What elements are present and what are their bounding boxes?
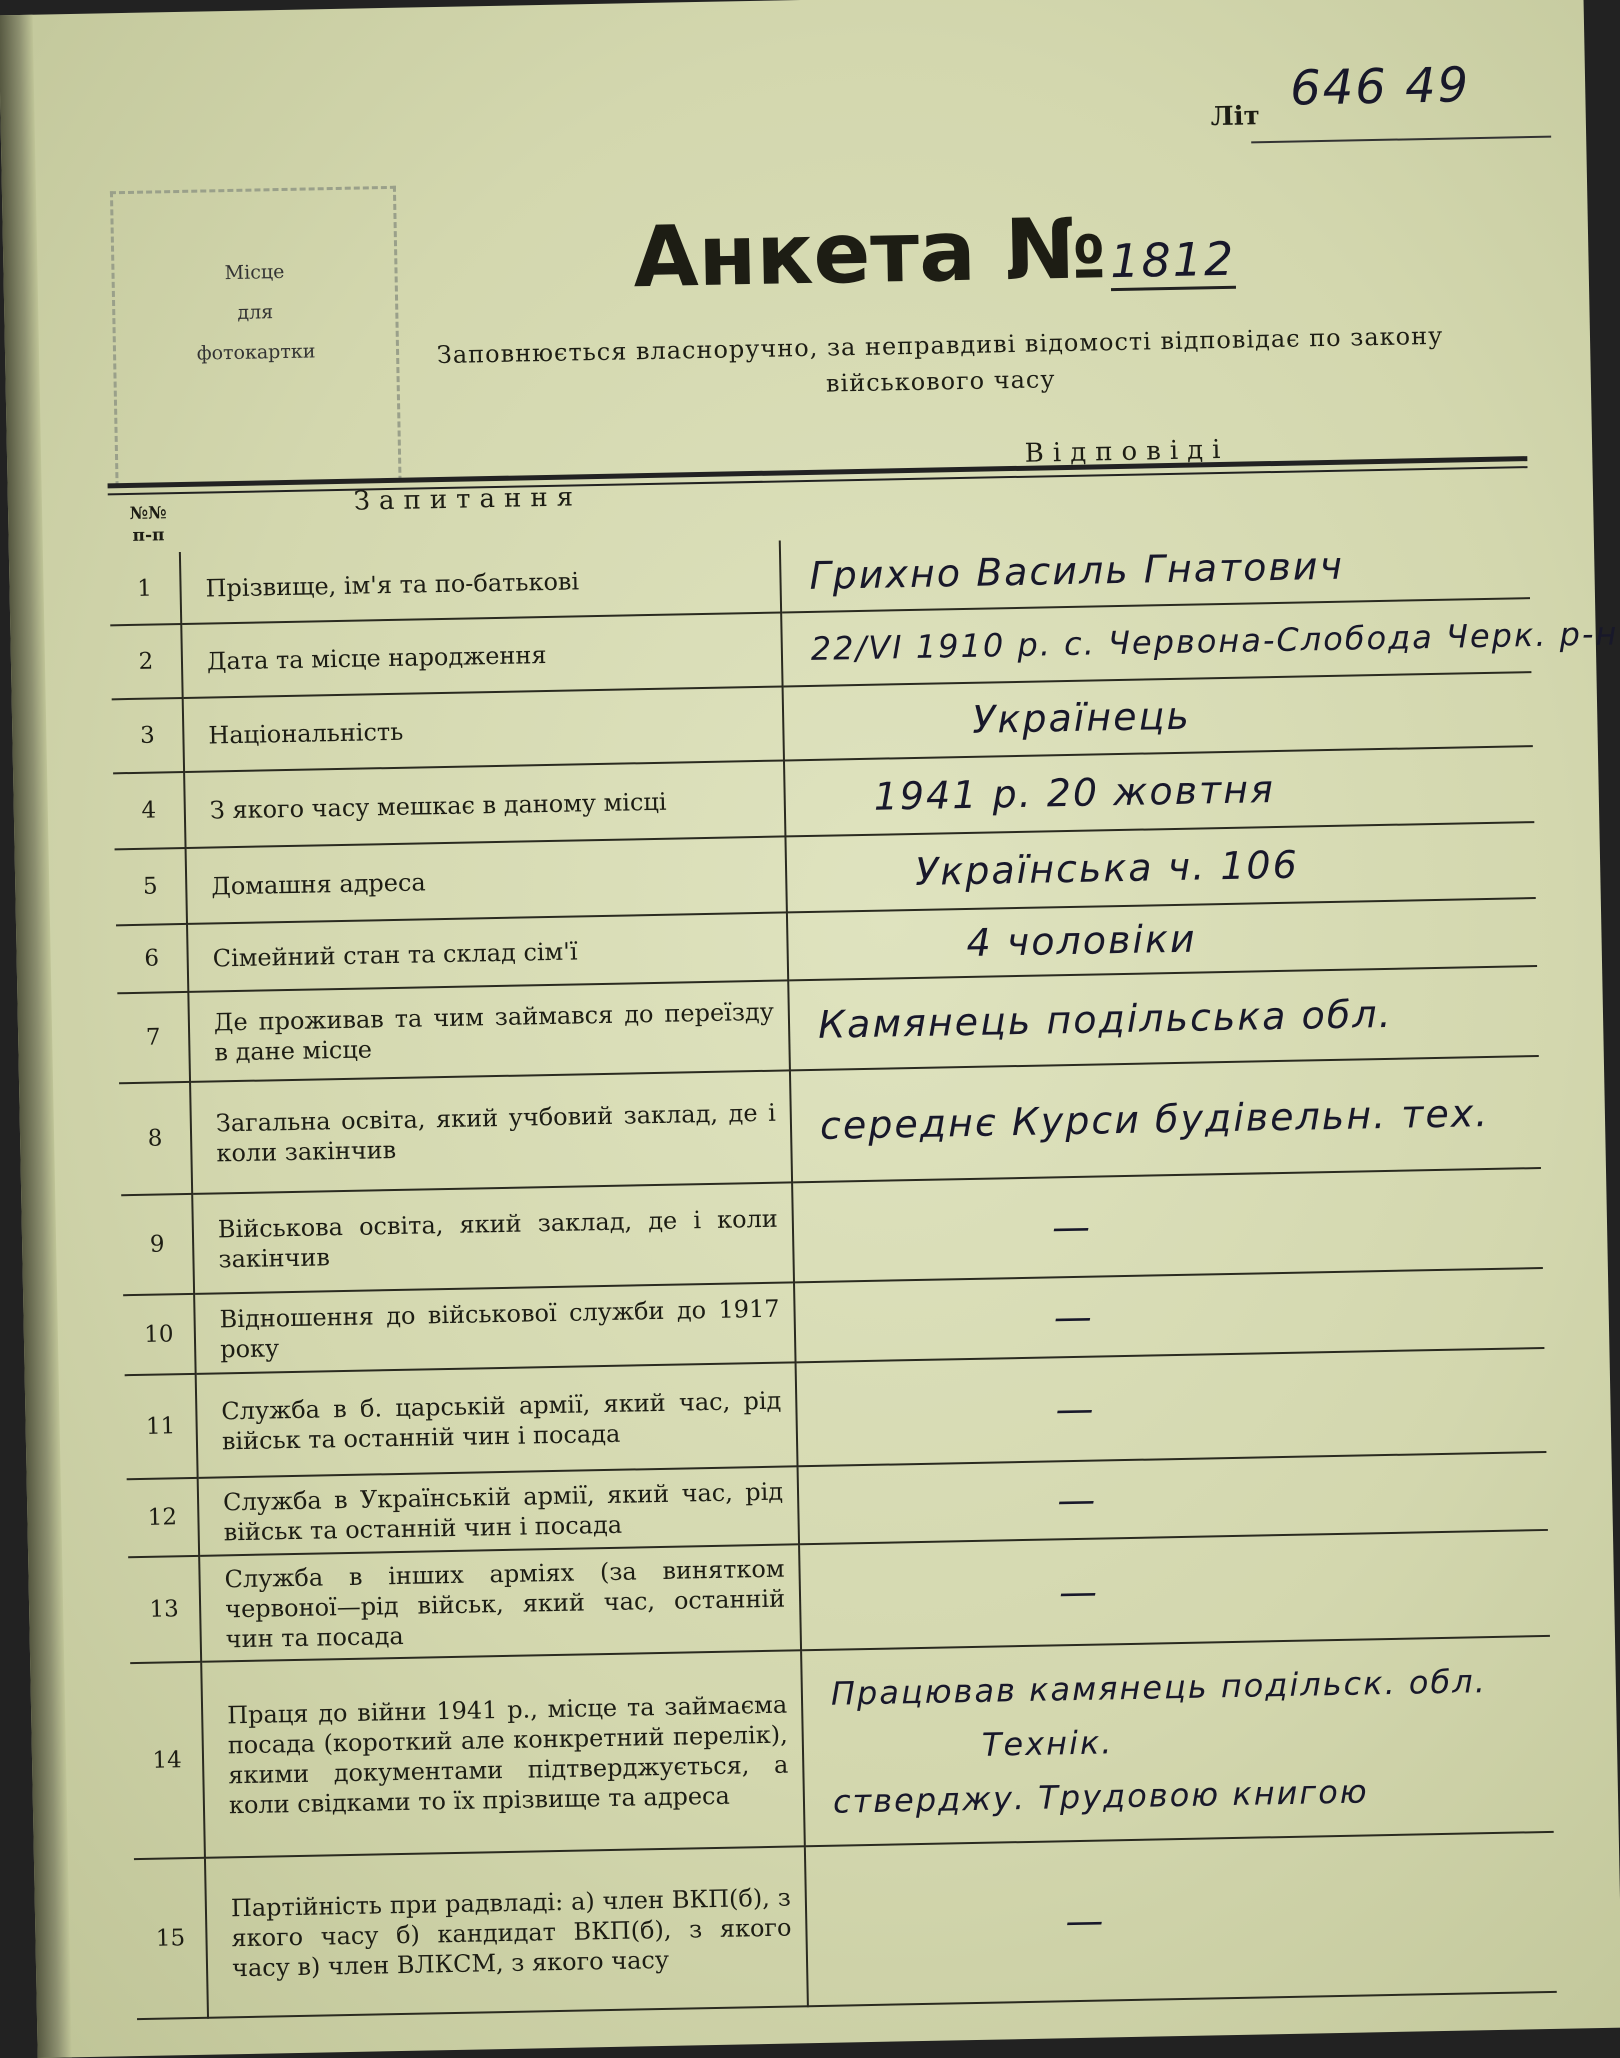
question-text: Праця до війни 1941 р., місце та займаєма посада (короткий але конкретний перелік), якими документами підтверджується, а коли свідками то їх прізвище та адреса: [226, 1690, 789, 1820]
question-text: Дата та місце народження: [206, 641, 547, 676]
question-text: Загальна освіта, який учбовий заклад, де і коли закінчив: [215, 1098, 777, 1168]
answer-dash: —: [1051, 1204, 1093, 1250]
row-number: 12: [127, 1478, 199, 1557]
row-number: 7: [117, 992, 190, 1083]
subtitle-line-1: Заповнюється власноручно, за неправдиві відомості відповідає по закону: [436, 321, 1444, 370]
answer-dash: —: [1055, 1386, 1096, 1432]
answer-line-1: Працював камянець подільск. обл.: [830, 1662, 1488, 1713]
table-row: [134, 1832, 1557, 2019]
answer-line-2: Технік.: [981, 1723, 1114, 1764]
row-number: 6: [116, 924, 188, 993]
row-answer: [798, 1452, 1548, 1544]
row-number: 13: [128, 1556, 201, 1663]
row-number: 9: [121, 1194, 194, 1295]
row-answer: [783, 672, 1533, 760]
question-text: Військова освіта, який заклад, де і коли закінчив: [217, 1204, 779, 1274]
answer-dash: —: [1056, 1477, 1098, 1523]
row-number: 5: [115, 848, 187, 925]
row-question: [186, 836, 787, 924]
row-answer: [799, 1530, 1550, 1650]
row-number: 10: [123, 1294, 196, 1375]
row-question: [183, 686, 784, 772]
form-title: [632, 197, 1236, 307]
questionnaire-table: [109, 526, 1619, 2020]
form-number: 1812: [1110, 232, 1236, 291]
row-number: 8: [119, 1082, 192, 1195]
question-text: Партійність при радвладі: а) член ВКП(б), з якого часу б) кандидат ВКП(б), з якого часу в) член ВЛКСМ, з якого часу: [230, 1883, 792, 1983]
row-answer: [785, 822, 1535, 912]
title-text: Анкета №: [632, 199, 1107, 307]
answer-dash: —: [1064, 1898, 1106, 1944]
row-answer: [794, 1268, 1544, 1362]
question-text: Відношення до військової служби до 1917 року: [219, 1294, 780, 1364]
table-row: [130, 1636, 1554, 1859]
question-text: З якого часу мешкає в даному місці: [209, 787, 667, 825]
row-question: [181, 612, 782, 698]
row-number: 1: [109, 552, 181, 625]
row-question: [205, 1846, 808, 2017]
answer-dash: —: [1058, 1569, 1100, 1615]
row-number: 3: [112, 698, 184, 773]
lit-label: Літ: [1210, 101, 1260, 133]
question-text: Служба в б. царській армії, який час, рід військ та останній чин і посада: [221, 1386, 782, 1456]
answer-line-3: стверджу. Трудовою книгою: [832, 1772, 1369, 1821]
column-number-header: №№ п-п: [129, 503, 167, 546]
answer-dash: —: [1053, 1294, 1095, 1340]
row-answer: [801, 1636, 1554, 1846]
answer-text: 1941 р. 20 жовтня: [873, 767, 1276, 819]
row-answer: [790, 1056, 1541, 1182]
row-number: 11: [125, 1374, 198, 1479]
subtitle: [415, 317, 1466, 409]
column-answer-header: Відповіді: [1024, 434, 1230, 469]
question-text: Сімейний стан та склад сім'ї: [212, 937, 578, 973]
subtitle-line-2: військового часу: [825, 365, 1056, 398]
question-text: Домашня адреса: [211, 868, 426, 901]
binding-edge: [0, 15, 72, 2058]
row-question: [192, 1182, 794, 1294]
lit-number: 646 49: [1289, 57, 1471, 117]
row-number: 15: [134, 1858, 208, 2019]
row-question: [187, 912, 788, 992]
row-question: [180, 541, 781, 625]
row-answer: [788, 966, 1539, 1070]
row-answer: [784, 746, 1534, 836]
answer-text: Українець: [971, 693, 1192, 742]
question-text: Національність: [208, 717, 404, 750]
row-number: 2: [110, 624, 182, 699]
row-question: [196, 1362, 798, 1477]
column-question-header: Запитання: [353, 482, 583, 517]
row-number: 14: [130, 1662, 205, 1859]
photo-label-1: Місце: [224, 260, 285, 285]
answer-text: Камянець подільська обл.: [817, 991, 1394, 1047]
row-question: [188, 980, 790, 1082]
row-answer: [792, 1168, 1543, 1282]
question-text: Де проживав та чим займався до переїзду в дане місце: [213, 997, 775, 1067]
row-answer: [796, 1348, 1547, 1466]
row-question: [198, 1466, 799, 1556]
question-text: Служба в Українській армії, який час, рід військ та останній чин і посада: [222, 1477, 784, 1547]
photo-label-2: для: [237, 301, 274, 324]
answer-text: середнє Курси будівельн. тех.: [819, 1090, 1490, 1148]
answer-text: Українська ч. 106: [914, 842, 1300, 894]
row-question: [184, 760, 785, 848]
row-question: [199, 1544, 801, 1661]
row-answer: [805, 1832, 1557, 2006]
answer-text: Грихно Василь Гнатович: [809, 543, 1345, 598]
question-text: Служба в інших арміях (за винятком червоної—рід військ, який час, останній чин та посада: [224, 1554, 786, 1654]
question-text: Прізвище, ім'я та по-батькові: [205, 566, 580, 603]
row-question: [194, 1282, 795, 1374]
row-answer: [781, 598, 1619, 686]
photo-label-3: фотокартки: [196, 340, 316, 365]
lit-underline: [1251, 136, 1551, 144]
answer-text: 22/VI 1910 р. с. Червона-Слобода Черк. р-н: [810, 614, 1619, 668]
photo-placeholder: [110, 186, 402, 487]
row-question: [190, 1070, 792, 1193]
answer-text: 4 чоловіки: [966, 916, 1198, 965]
row-question: [201, 1650, 805, 1857]
row-number: 4: [113, 772, 185, 849]
